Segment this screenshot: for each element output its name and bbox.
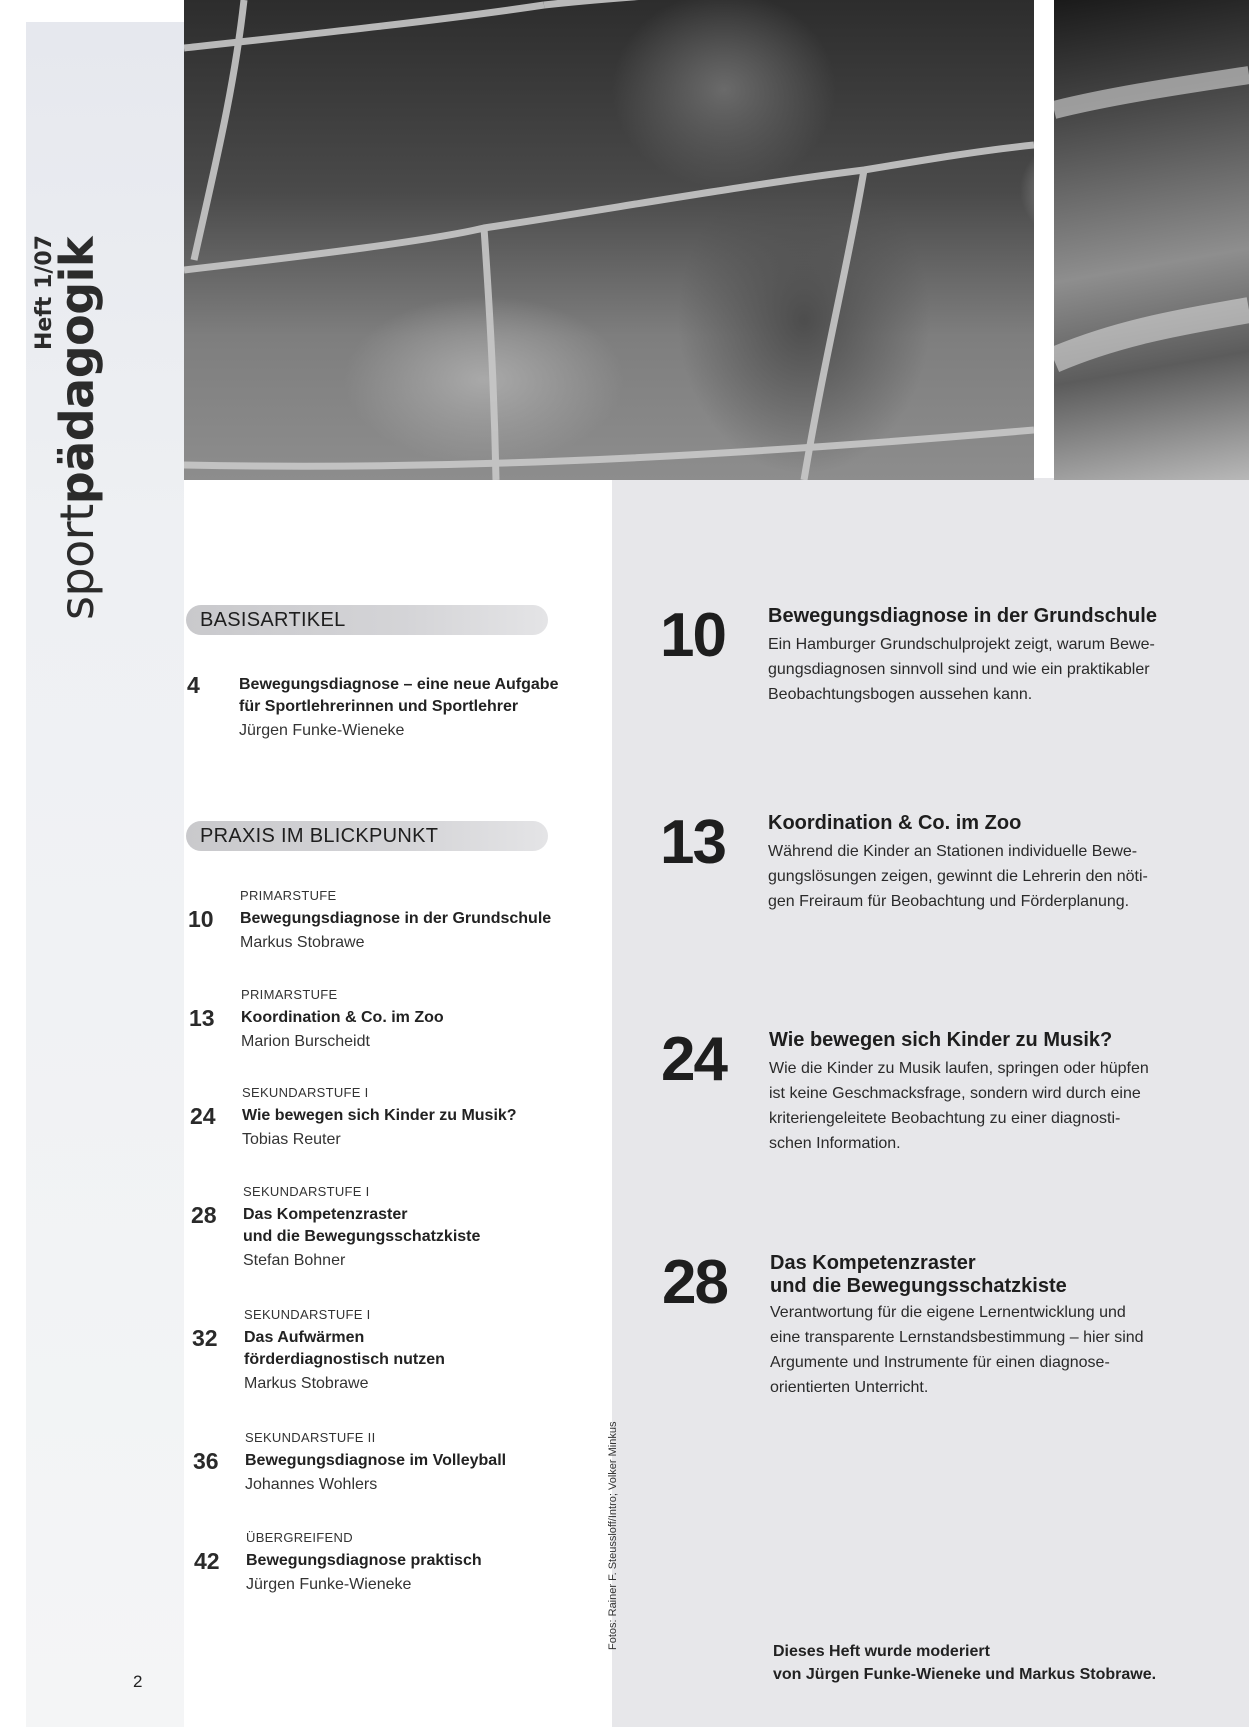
toc-page-number: 42 bbox=[194, 1548, 220, 1574]
toc-author: Markus Stobrawe bbox=[244, 1375, 369, 1392]
feature-page-number: 24 bbox=[661, 1025, 726, 1094]
toc-author: Markus Stobrawe bbox=[240, 934, 365, 951]
toc-title: Bewegungsdiagnose – eine neue Aufgabe für Sportlehrerinnen und Sportlehrer bbox=[239, 676, 559, 715]
toc-entry[interactable] bbox=[188, 886, 588, 956]
magazine-masthead bbox=[32, 120, 102, 620]
cover-photo-net bbox=[184, 0, 1034, 480]
toc-author: Johannes Wohlers bbox=[245, 1476, 378, 1493]
toc-level: SEKUNDARSTUFE I bbox=[244, 1307, 371, 1322]
feature-title: Wie bewegen sich Kinder zu Musik? bbox=[769, 1029, 1113, 1051]
toc-level: SEKUNDARSTUFE I bbox=[243, 1184, 370, 1199]
feature-title: Koordination & Co. im Zoo bbox=[768, 812, 1022, 834]
feature-article[interactable] bbox=[660, 808, 1220, 922]
toc-entry[interactable] bbox=[193, 1428, 593, 1498]
page-number: 2 bbox=[133, 1672, 143, 1691]
feature-page-number: 10 bbox=[660, 601, 725, 670]
toc-author: Jürgen Funke-Wieneke bbox=[239, 722, 405, 739]
toc-level: SEKUNDARSTUFE I bbox=[242, 1085, 369, 1100]
feature-article[interactable] bbox=[662, 1248, 1222, 1412]
toc-title: Wie bewegen sich Kinder zu Musik? bbox=[242, 1107, 517, 1124]
feature-description: Verantwortung für die eigene Lernentwicklung und eine transparente Lernstandsbestimmung – hier sind Argumente und Instrumente für einen diagnose- orientierten Unterricht. bbox=[770, 1304, 1144, 1396]
toc-title: Koordination & Co. im Zoo bbox=[241, 1009, 444, 1026]
moderator-note: Dieses Heft wurde moderiert von Jürgen Funke-Wieneke und Markus Stobrawe. bbox=[773, 1643, 1157, 1683]
photo-credit: Fotos: Rainer F. Steussloff/Intro; Volker Minkus bbox=[607, 1421, 619, 1650]
toc-level: SEKUNDARSTUFE II bbox=[245, 1430, 376, 1445]
toc-page-number: 36 bbox=[193, 1448, 219, 1474]
toc-entry[interactable] bbox=[190, 1083, 590, 1153]
toc-title: Bewegungsdiagnose praktisch bbox=[246, 1552, 482, 1569]
toc-title: Bewegungsdiagnose im Volleyball bbox=[245, 1452, 507, 1469]
toc-page-number: 32 bbox=[192, 1325, 218, 1351]
feature-page-number: 13 bbox=[660, 808, 725, 877]
feature-description: Wie die Kinder zu Musik laufen, springen oder hüpfen ist keine Geschmacksfrage, sondern wird durch eine kriteriengeleitete Beobachtung zu einer diagnosti- schen Information. bbox=[769, 1060, 1149, 1152]
toc-title: Bewegungsdiagnose in der Grundschule bbox=[240, 910, 552, 927]
toc-entry[interactable] bbox=[194, 1528, 594, 1598]
toc-page-number: 4 bbox=[187, 672, 200, 698]
toc-page-number: 13 bbox=[189, 1005, 215, 1031]
magazine-title: sportpädagogik bbox=[50, 236, 104, 620]
toc-title: Das Aufwärmen förderdiagnostisch nutzen bbox=[244, 1329, 445, 1368]
issue-label: Heft 1/07 bbox=[32, 234, 57, 350]
toc-author: Jürgen Funke-Wieneke bbox=[246, 1576, 412, 1593]
feature-description: Während die Kinder an Stationen individuelle Bewe- gungslösungen zeigen, gewinnt die Lehrerin den nöti- gen Freiraum für Beobachtung und Förderplanung. bbox=[768, 843, 1148, 910]
toc-entry[interactable] bbox=[192, 1305, 592, 1400]
toc-page-number: 24 bbox=[190, 1103, 216, 1129]
feature-article[interactable] bbox=[660, 601, 1220, 715]
toc-page-number: 10 bbox=[188, 906, 214, 932]
cover-photo-secondary bbox=[1054, 0, 1249, 480]
section-heading-praxis: PRAXIS IM BLICKPUNKT bbox=[186, 821, 548, 851]
feature-article[interactable] bbox=[661, 1025, 1221, 1164]
toc-entry[interactable] bbox=[189, 985, 589, 1055]
feature-page-number: 28 bbox=[662, 1248, 727, 1317]
feature-title: Bewegungsdiagnose in der Grundschule bbox=[768, 605, 1157, 627]
section-heading-basisartikel: BASISARTIKEL bbox=[186, 605, 548, 635]
toc-page-number: 28 bbox=[191, 1202, 217, 1228]
toc-author: Stefan Bohner bbox=[243, 1252, 346, 1269]
toc-level: PRIMARSTUFE bbox=[241, 987, 338, 1002]
toc-entry[interactable] bbox=[191, 1182, 591, 1277]
feature-description: Ein Hamburger Grundschulprojekt zeigt, warum Bewe- gungsdiagnosen sinnvoll sind und wie ein praktikabler Beobachtungsbogen aussehen kann. bbox=[768, 636, 1155, 703]
feature-title: Das Kompetenzraster und die Bewegungsschatzkiste bbox=[770, 1252, 1067, 1297]
toc-title: Das Kompetenzraster und die Bewegungsschatzkiste bbox=[243, 1206, 481, 1245]
toc-author: Tobias Reuter bbox=[242, 1131, 341, 1148]
toc-entry[interactable] bbox=[187, 672, 587, 747]
toc-author: Marion Burscheidt bbox=[241, 1033, 370, 1050]
toc-level: PRIMARSTUFE bbox=[240, 888, 337, 903]
toc-level: ÜBERGREIFEND bbox=[246, 1530, 353, 1545]
